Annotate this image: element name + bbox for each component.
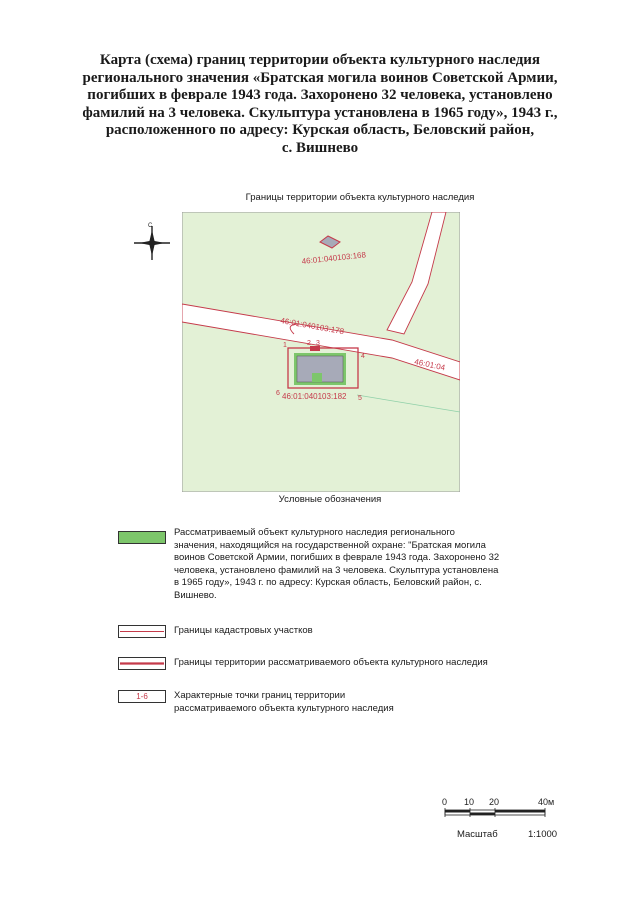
compass-letter: С — [148, 223, 153, 229]
legend-text-cadastral: Границы кадастровых участков — [174, 625, 313, 636]
scale-value: 1:1000 — [528, 829, 558, 840]
point-4: 4 — [361, 353, 365, 360]
point-6: 6 — [276, 390, 280, 397]
scale-label: Масштаб — [457, 829, 498, 840]
legend-swatch-cadastral — [118, 625, 166, 638]
legend-text-points: Характерные точки границ территории рассматриваемого объекта культурного наследия — [174, 690, 394, 714]
legend-swatch-points: 1-6 — [118, 690, 166, 703]
north-arrow-icon — [132, 222, 172, 262]
point-5: 5 — [358, 395, 362, 402]
parcel-label-168: 46:01:040103:168 — [301, 250, 367, 266]
legend-title: Условные обозначения — [278, 494, 382, 505]
parcel-label-edge: 46:01:04 — [413, 357, 446, 373]
parcel-label-178: 46:01:040103:178 — [279, 316, 345, 337]
scale-tick-0: 0 — [442, 797, 448, 807]
legend-text-object: Рассматриваемый объект культурного наследия регионального значения, находящийся на государственной охране: "Братская могила воинов Советской Армии, погибших в феврале 1943 года. Захоронено 32 человека, установлено фамилий на 3 человека. Скульптура установлена в 1965 году», 1943 г. по адресу: Курская область, Беловский район, с. Вишнево. — [174, 527, 500, 601]
scale-tick-20: 20 — [489, 797, 500, 807]
parcel-label-182: 46:01:040103:182 — [282, 392, 347, 401]
document-title: Карта (схема) границ территории объекта культурного наследия регионального значения «Братская могила воинов Советской Армии, погибших в феврале 1943 года. Захоронено 32 человека, установлено фамилий на 3 человека. Скульптура установлена в 1965 году», 1943 г., расположенного по адресу: Курская область, Беловский район, с. Вишнево — [82, 52, 558, 156]
point-3: 3 — [316, 340, 320, 347]
legend-text-territory: Границы территории рассматриваемого объекта культурного наследия — [174, 657, 488, 668]
cadastral-map — [182, 212, 460, 492]
map-caption: Границы территории объекта культурного наследия — [245, 192, 475, 203]
monument-center — [312, 373, 322, 382]
point-1: 1 — [283, 342, 287, 349]
scale-tick-10: 10 — [464, 797, 475, 807]
scale-tick-40: 40м — [538, 797, 555, 807]
legend-swatch-object — [118, 531, 166, 544]
legend-swatch-territory — [118, 657, 166, 670]
point-2: 2 — [307, 340, 311, 347]
